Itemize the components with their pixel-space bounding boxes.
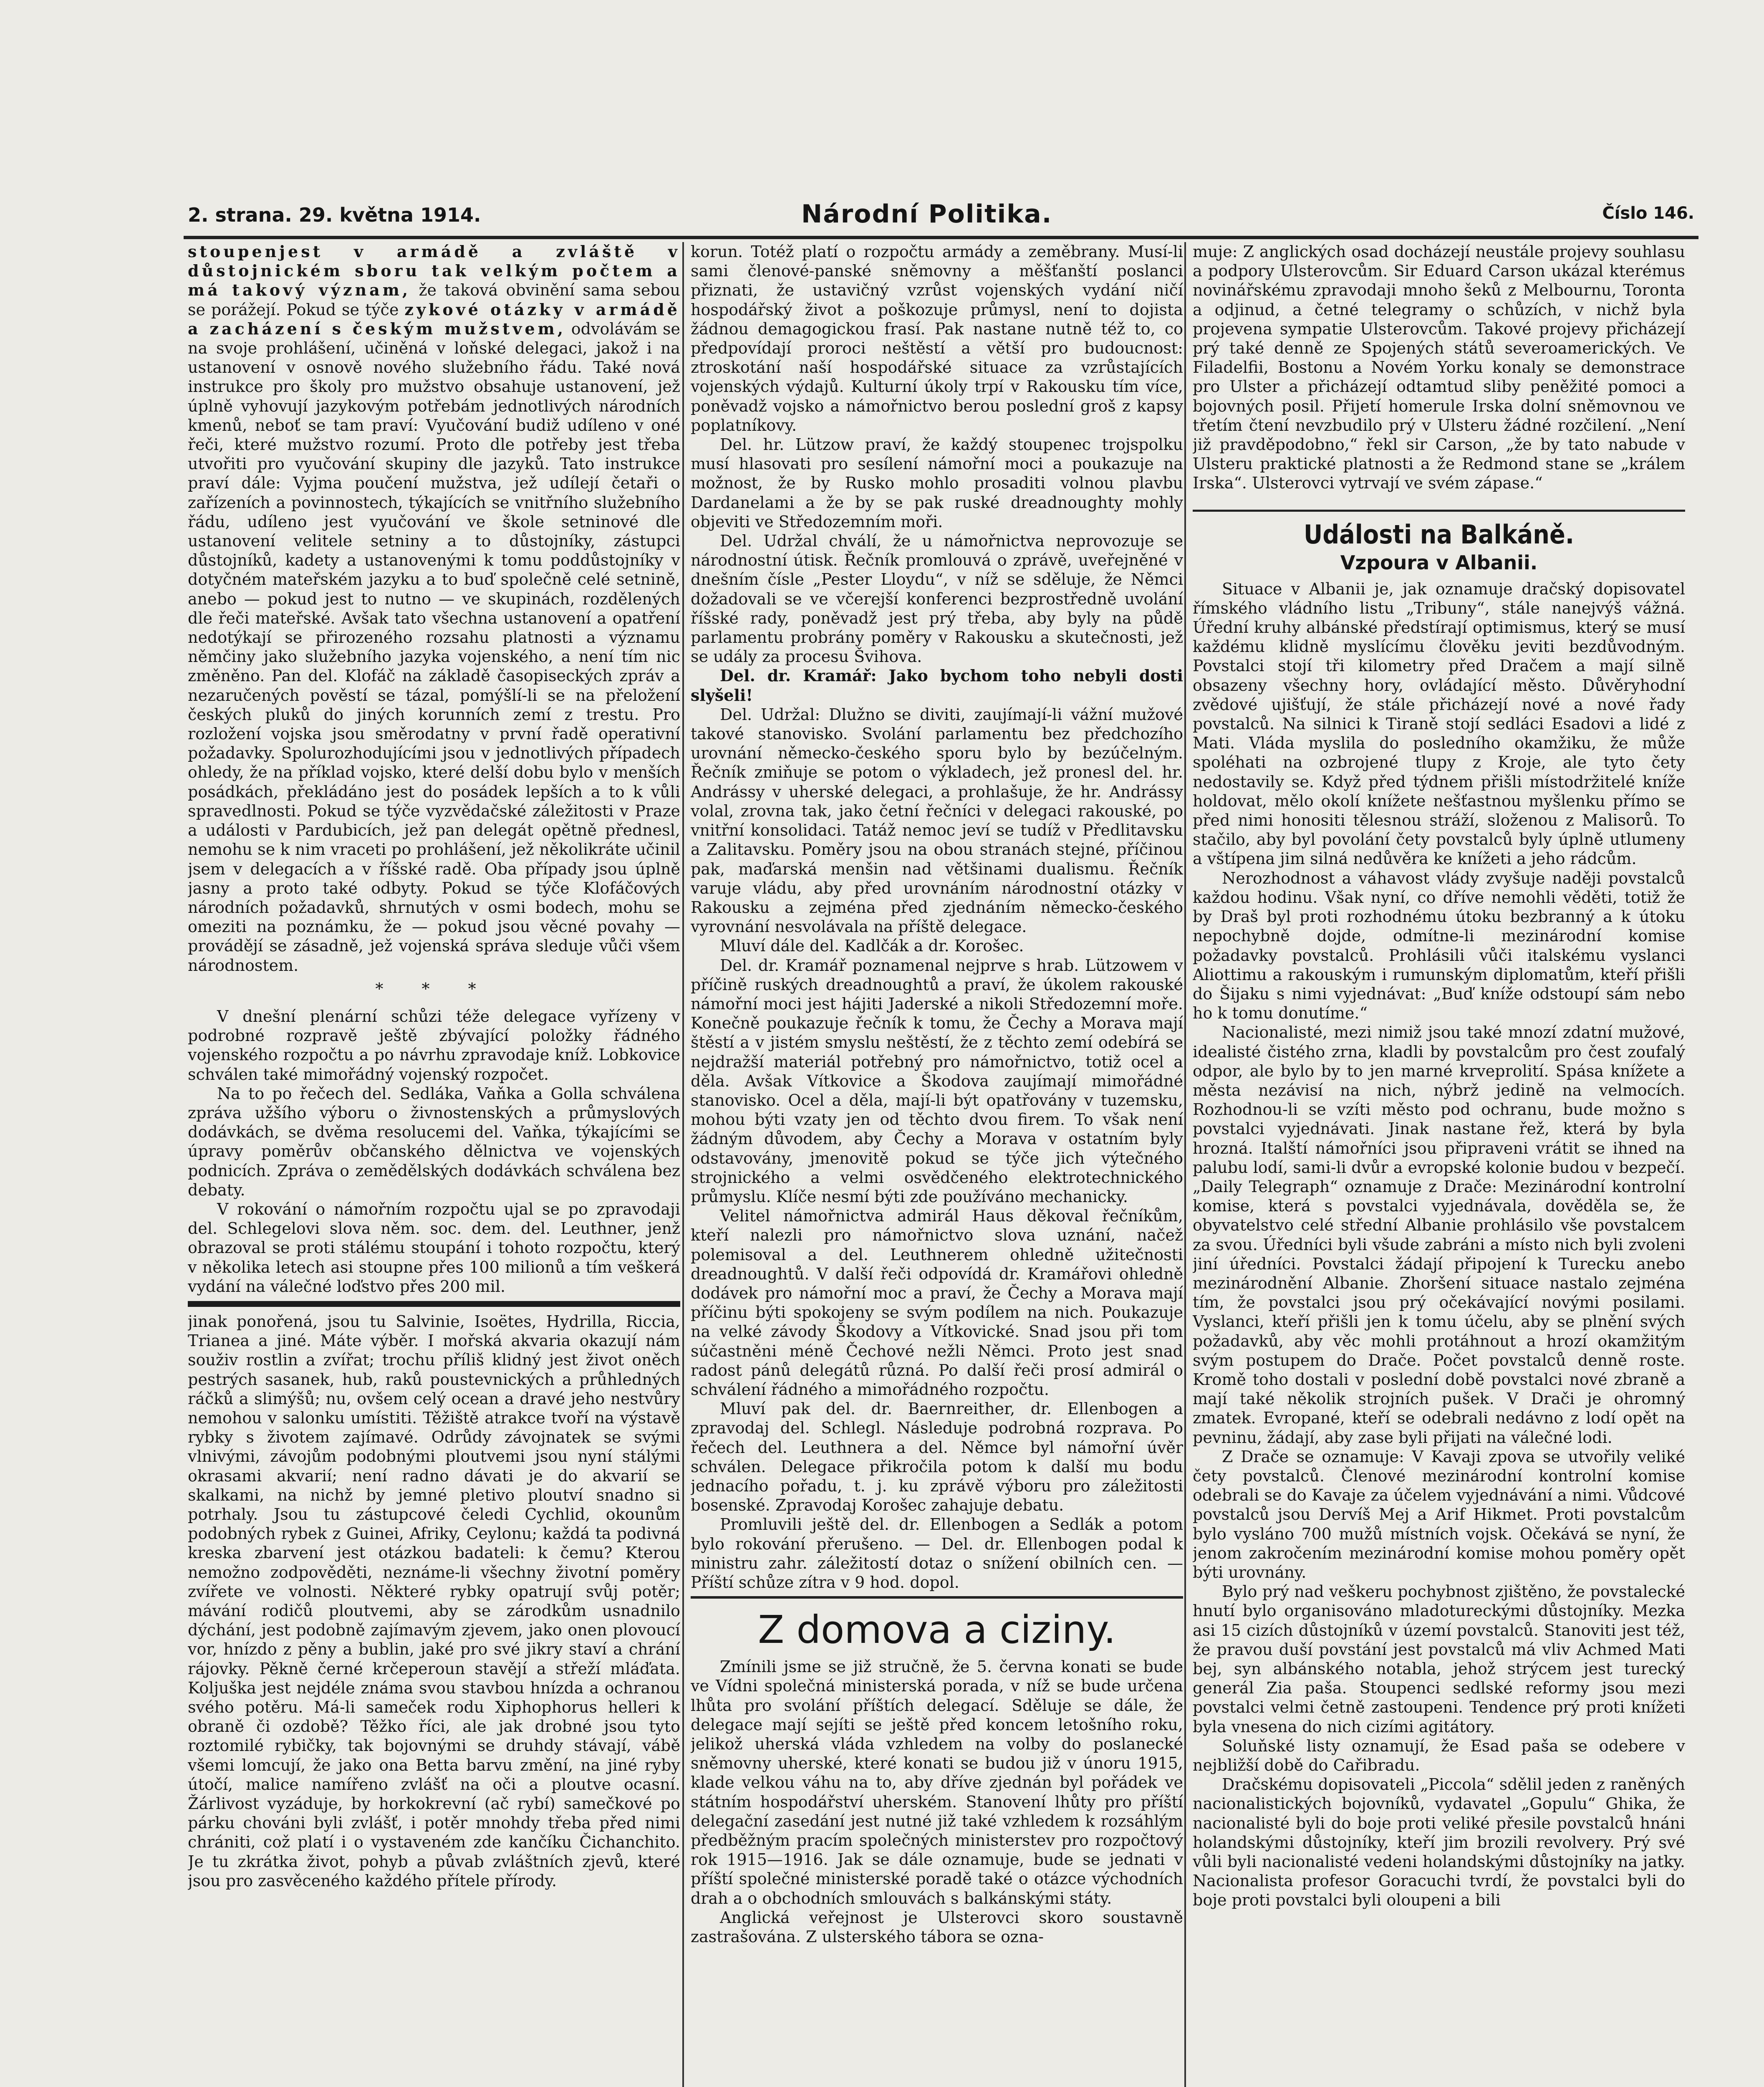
- article-paragraph: Del. hr. Lützow praví, že každý stoupenec trojspolku musí hlasovati pro sesílení námořní moci a poukazuje na možnost, že by Rusko mohlo prosaditi volnou plavbu Dardanelami a že by se pak ruské dreadnoughty mohly objeviti ve Středozemním moři.: [691, 435, 1183, 531]
- article-paragraph: Situace v Albanii je, jak oznamuje dračský dopisovatel římského vládního listu „Tribuny“, stále nanejvýš vážná. Úřední kruhy albánské předstírají optimismus, který se musí každému klidně myslícímu člověku jeviti bezdůvodným. Povstalci stojí tři kilometry před Dračem a mají silně obsazeny všechny hory, ovládající město. Důvěryhodní zvědové ujišťují, že stále přicházejí nové a nové řady povstalců. Na silnici k Tiraně stojí sedláci Esadovi a lidé z Mati. Vláda myslila do posledního okamžiku, že může spoléhati na ozbrojené tlupy z Kroje, ale tyto čety nedostavily se. Když před týdnem přišli místodržitelé kníže holdovat, mělo okolí knížete nešťastnou myšlenku přímo se před nimi honositi tělesnou stráží, složenou z Malisorů. To stačilo, aby byl povolání čety povstalců byly úplně utlumeny a vštípena jim silná nedůvěra ke knížeti a jeho rádcům.: [1193, 579, 1685, 868]
- article-paragraph: V rokování o námořním rozpočtu ujal se po zpravodaji del. Schlegelovi slova něm. soc. dem. del. Leuthner, jenž obrazoval se proti stálému stoupání i tohoto rozpočtu, který v několika letech asi stoupne přes 100 milionů a tím veškerá vydání na válečné loďstvo přes 200 mil.: [188, 1200, 680, 1296]
- article-paragraph: Z Drače se oznamuje: V Kavaji zpova se utvořily veliké čety povstalců. Členové mezinárodní kontrolní komise odebrali se do Kavaje za účelem vyjednávání a nimi. Vůdcové povstalců jsou Dervíš Mej a Arif Hikmet. Proti povstalcům bylo vysláno 700 mužů místních vojsk. Očekává se nyní, že jenom zakročením mezinárodní komise mohou poměry opět býti urovnány.: [1193, 1447, 1685, 1582]
- article-paragraph: Del. Udržal chválí, že u námořnictva neprovozuje se národnostní útisk. Řečník promlouvá o zprávě, uveřejněné v dnešním čísle „Pester Lloydu“, v níž se sděluje, že Němci dožadovali se ve včerejší konferenci bezprostředně uvolání říšské rady, poněvadž jest prý třeba, aby byly na půdě parlamentu probrány poměry v Rakousku a skutečnosti, jež se udály za procesu Švihova.: [691, 532, 1183, 666]
- article-paragraph: Dračskému dopisovateli „Piccola“ sdělil jeden z raněných nacionalistických bojovníků, vydavatel „Gopulu“ Ghika, že nacionalisté byli do boje proti veliké přesile povstalců hnáni holandskými důstojníky, kteří jim brozili revolvery. Prý své vůli byli nacionalisté vedeni holandskými důstojníky na jatky. Nacionalista profesor Goracuchi tvrdí, že povstalci byli do boje proti povstalci byli oloupeni a bili: [1193, 1775, 1685, 1910]
- page-header: [188, 196, 1694, 238]
- article-paragraph: Zmínili jsme se již stručně, že 5. června konati se bude ve Vídni společná ministerská porada, v níž se bude určena lhůta pro svolání příštích delegací. Sděluje se dále, že delegace mají sejíti se ještě před koncem letošního roku, jelikož uherská vláda vzhledem na volby do poslanecké sněmovny uherské, které konati se budou již v únoru 1915, klade velkou váhu na to, aby dříve zjednán byl pořádek ve státním hospodářství uherském. Stanovení lhůty pro příští delegační zasedání jest nutné již také vzhledem k rozsáhlým předběžným pracím společných ministerstev pro rozpočtový rok 1915—1916. Jak se dále oznamuje, bude se jednati v příští společné ministerské poradě také o otázce východních drah a o obchodních smlouvách s balkánskými státy.: [691, 1657, 1183, 1908]
- article-paragraph: Na to po řečech del. Sedláka, Vaňka a Golla schválena zpráva užšího výboru o živnostenských a průmyslových dodávkách, se dvěma resolucemi del. Vaňka, týkajícími se úpravy poměrův občanského dělnictva ve vojenských podnicích. Zpráva o zemědělských dodávkách schválena bez debaty.: [188, 1084, 680, 1199]
- feuilleton-paragraph: jinak ponořená, jsou tu Salvinie, Isoëtes, Hydrilla, Riccia, Trianea a jiné. Máte výběr. I mořská akvaria okazují nám souživ rostlin a zvířat; trochu příliš klidný jest život oněch pestrých sasanek, hub, raků poustevnických a průhledných ráčků a slimýšů; nu, ovšem celý ocean a dravé jeho nestvůry nemohou v salonku umístiti. Těžiště atrakce tvoří na výstavě rybky s životem zajímavé. Odrůdy závojnatek se svými vlnivými, závojům podobnými ploutvemi jsou nyní stálými okrasami akvarií; není radno dávati je do akvarií se skalkami, na nichž by jemné pletivo ploutví snadno si potrhaly. Jsou tu zástupcové čeledi Cychlid, okounům podobných rybek z Guinei, Afriky, Ceylonu; každá ta podivná kreska zbarvení jest otázkou badateli: k čemu? Kterou nemožno zodpověděti, neznáme-li všechny životní poměry zvířete ve volnosti. Některé rybky opatrují svůj potěr; mávání rodičů ploutvemi, aby se zárodkům usnadnilo dýchání, jest podobně zajímavým zjevem, jako onen plovoucí vor, hnízdo z pěny a bublin, jaké pro své jikry staví a chrání rájovky. Pěkně černé krčeperoun stavějí a střeží mláďata. Koljuška jest nejdéle známa svou stavbou hnízda a ochranou svého potěru. Má-li sameček rodu Xiphophorus helleri k obraně či ozdobě? Těžko říci, ale jak drobné jsou tyto roztomilé rybičky, tak bojovnými se druhdy stávají, vábě všemi lomcují, že jako ona Betta barvu změní, na jiné ryby útočí, malice namířeno zvlášť na oči a ploutve ocasní. Žárlivost vyzáduje, by horkokrevní (ač rybí) samečkové po párku chováni byli zvlášť, i potěr mnohdy třeba před nimi chrániti, což platí i o vystaveném zde kančíku Čichanchito. Je tu zkrátka život, pohyb a půvab zvláštních zjevů, které jsou pro zasvěceného každého přítele přírody.: [188, 1312, 680, 1890]
- feuilleton-rule: [188, 1301, 680, 1307]
- article-paragraph: stoupenjest v armádě a zvláště v důstojnickém sboru tak velkým počtem a má takový význam, že taková obvinění sama sebou se porážejí. Pokud se týče zykové otázky v armádě a zacházení s českým mužstvem, odvolávám se na svoje prohlášení, učiněná v loňské delegaci, jakož i na ustanovení v osnově nového služebního řádu. Také nová instrukce pro školy pro mužstvo obsahuje ustanovení, jež úplně vyhovují jazykovým potřebám jednotlivých národních kmenů, neboť se tam praví: Vyučování budiž udíleno v oné řeči, které mužstvo rozumí. Proto dle potřeby jest třeba utvořiti pro vyučování skupiny dle jazyků. Tato instrukce praví dále: Vyjma poučení mužstva, jež udílejí četaři o zařízeních a povinnostech, týkajících se vnitřního služebního řádu, udíleno jest vyučování ve škole setninové dle ustanovení velitele setniny a to důstojníky, zástupci důstojníků, kadety a ustanovenými k tomu poddůstojníky v dotyčném mateřském jazyku a to buď společně celé setnině, anebo — pokud jest to nutno — ve skupinách, rozdělených dle řeči mateřské. Avšak tato všechna ustanovení a opatření nedotýkají se přirozeného rozsahu platnosti a významu němčiny jako služebního jazyka vojenského, a není tím nic změněno. Pan del. Klofáč na základě časopiseckých zpráv a nezaručených pověstí se tázal, pomýšlí-li se na přeložení českých pluků do jiných korunních zemí z trestu. Pro rozložení vojska jsou směrodatny v první řadě operativní požadavky. Spolurozhodujícími jsou v jednotlivých případech ohledy, že na příklad vojsko, které delší dobu bylo v menších posádkách, překládáno jest do posádek lepších a to k vůli spravedlnosti. Pokud se týče vyzvědačské záležitosti v Praze a události v Pardubicích, jež pan delegát opětně přednesl, nemohu se k nim vraceti po prohlášení, jež několikráte učinil jsem v delegacích a v říšské radě. Oba případy jsou úplně jasny a proto také odbyty. Pokud se týče Klofáčových národních požadavků, shrnutých v osmi bodech, mohu se omeziti na poznámku, že — pokud jsou věcné povahy — provádějí se zásadně, jež vojenská správa sleduje vůči všem národnostem.: [188, 242, 680, 975]
- section-heading: Z domova a ciziny.: [691, 1596, 1183, 1653]
- article-paragraph: Anglická veřejnost je Ulsterovci skoro soustavně zastrašována. Z ulsterského tábora se ozna-: [691, 1908, 1183, 1946]
- article-paragraph: Nacionalisté, mezi nimiž jsou také mnozí zdatní mužové, idealisté čistého zrna, kladli by povstalcům pro čest zoufalý odpor, ale bylo by to jen marné krveprolití. Spása knížete a města nezávisí na nich, nýbrž jedině na velmocích. Rozhodnou-li se vzíti město pod ochranu, bude možno s povstalci vyjednávati. Jinak nastane řež, která by byla hrozná. Italští námořníci jsou připraveni vrátit se ihned na palubu lodí, sami-li dvůr a evropské kolonie budou v bezpečí. „Daily Telegraph“ oznamuje z Drače: Mezinárodní kontrolní komise, která s povstalci vyjednávala, dověděla se, že obyvatelstvo celé střední Albanie prohlásilo vše povstalcem za svou. Úředníci byli všude zabráni a místo nich byli zvoleni jiní úředníci. Povstalci žádají připojení k Turecku anebo mezinárodnění Albanie. Zhoršení situace nastalo zejména tím, že povstalci jsou prý očekávající novými posilami. Vyslanci, kteří přišli jen k tomu účelu, aby se plnění svých požadavků, aby věc mohli protáhnout a hrozí okamžitým svým postupem do Drače. Počet povstalců denně roste. Kromě toho dostali v poslední době povstalci nové zbraně a mají také několik strojních pušek. V Drači je ohromný zmatek. Evropané, kteří se odebrali nedávno z lodí opět na pevninu, žádají, aby zase byli přijati na válečné lodi.: [1193, 1023, 1685, 1447]
- article-paragraph: Del. dr. Kramář: Jako bychom toho nebyli dosti slyšeli!: [691, 666, 1183, 705]
- article-paragraph: Velitel námořnictva admirál Haus děkoval řečníkům, kteří nalezli pro námořnictvo slova uznání, načež polemisoval a del. Leuthnerem ohledně užitečnosti dreadnoughtů. V další řeči odpovídá dr. Kramářovi ohledně dodávek pro námořní moc a praví, že Čechy a Morava mají příčinu býti spokojeny se svým podílem na nich. Poukazuje na velké závody Škodovy a Vítkovické. Snad jsou při tom súčastněni méně Čechové nežli Němci. Proto jest snad radost pánů delegátů různá. Po další řeči prosí admirál o schválení řádného a mimořádného rozpočtu.: [691, 1207, 1183, 1399]
- page-number-date: 2. strana. 29. května 1914.: [188, 204, 481, 226]
- issue-number: Číslo 146.: [1602, 204, 1694, 223]
- column-3: [1193, 242, 1685, 2087]
- column-divider: [682, 242, 684, 2087]
- section-subheading: Vzpoura v Albanii.: [1340, 551, 1538, 574]
- article-paragraph: V dnešní plenární schůzi téže delegace vyřízeny v podrobné rozpravě ještě zbývající položky řádného vojenského rozpočtu a po návrhu zpravodaje kníž. Lobkovice schválen také mimořádný vojenský rozpočet.: [188, 1007, 680, 1084]
- article-paragraph: muje: Z anglických osad docházejí neustále projevy souhlasu a podpory Ulsterovcům. Sir Eduard Carson ukázal kterémus novinářskému zpravodaji mnoho šeků z Melbournu, Toronta a odjinud, a četné telegramy o schůzích, v nichž byla projevena sympatie Ulsterovcům. Takové projevy přicházejí prý také denně ze Spojených států severoamerických. Ve Filadelfii, Bostonu a Novém Yorku konaly se demonstrace pro Ulster a přicházejí odtamtud sliby peněžité pomoci a bojovných posil. Přijetí homerule Irska dolní sněmovnou ve třetím čtení nevzbudilo prý v Ulsteru žádné rozčilení. „Není již pravděpodobno,“ řekl sir Carson, „že by tato nabude v Ulsteru praktické platnosti a že Redmond stane se „králem Irska“. Ulsterovci vytrvají ve svém zápase.“: [1193, 243, 1685, 493]
- header-rule: [184, 236, 1698, 239]
- article-paragraph: Mluví pak del. dr. Baernreither, dr. Ellenbogen a zpravodaj del. Schlegl. Následuje podrobná rozprava. Po řečech del. Leuthnera a del. Němce byl námořní úvěr schválen. Delegace přikročila potom k další mu bodu jednacího pořadu, t. j. ku zprávě výboru pro záležitosti bosenské. Zpravodaj Korošec zahajuje debatu.: [691, 1400, 1183, 1515]
- column-2: [691, 242, 1183, 2087]
- article-paragraph: Del. dr. Kramář poznamenal nejprve s hrab. Lützowem v příčině ruských dreadnoughtů a praví, že úkolem rakouské námořní moci jest hájiti Jaderské a nikoli Středozemní moře. Konečně poukazuje řečník k tomu, že Čechy a Morava mají štěstí a v jistém smyslu neštěstí, že z těchto zemí odebírá se nejdražší materiál potřebný pro námořnictvo, totiž ocel a děla. Avšak Vítkovice a Škodova zaujímají mimořádné stanovisko. Ocel a děla, mají-li být opatřovány v tuzemsku, mohou býti vzaty jen od těchto dvou firem. To však není žádným důvodem, aby Čechy a Morava v ostatním byly odstavovány, jmenovitě pokud se týče jich výtečného strojnického a velmi osvědčeného elektrotechnického průmyslu. Klíče nesmí býti zde používáno mechanicky.: [691, 956, 1183, 1206]
- article-paragraph: Nerozhodnost a váhavost vlády zvyšuje naději povstalců každou hodinu. Však nyní, co dříve nemohli věděti, totiž že by Draš byl proti rozhodnému útoku bezbranný a k útoku nepochybně dojde, odmítne-li mezinárodní komise požadavky povstalců. Prohlásili vůči italskému vyslanci Aliottimu a rakouským i rumunským diplomatům, kteří přišli do Šijaku s nimi vyjednávat: „Buď kníže odstoupí sám nebo ho k tomu donutíme.“: [1193, 869, 1685, 1023]
- section-heading: Události na Balkáně.: [1193, 510, 1685, 550]
- masthead-title: Národní Politika.: [801, 200, 1052, 229]
- article-paragraph: Mluví dále del. Kadlčák a dr. Korošec.: [720, 937, 1024, 955]
- article-paragraph: Del. Udržal: Dlužno se diviti, zaujímají-li vážní mužové takové stanovisko. Svolání parlamentu bez předchozího urovnání německo-českého sporu bylo by bezúčelným. Řečník zmiňuje se potom o výkladech, jež pronesl del. hr. Andrássy v uherské delegaci, a prohlašuje, že hr. Andrássy volal, zrovna tak, jako četní řečníci v delegaci rakouské, po vnitřní konsolidaci. Tatáž nemoc jeví se tudíž v Předlitavsku a Zalitavsku. Poměry jsou na obou stranách stejné, příčinou pak, maďarská menšin nad většinami dualismu. Řečník varuje vládu, aby před urovnáním národnostní otázky v Rakousku a zejména před zjednáním německo-českého vyrovnání nesvolávala na příště delegace.: [691, 705, 1183, 936]
- article-paragraph: korun. Totéž platí o rozpočtu armády a zeměbrany. Musí-li sami členové-panské sněmovny a měšťanští poslanci přiznati, že ustavičný vzrůst vojenských vydání ničí hospodářský život a poškozuje průmysl, není to dojista žádnou demagogickou frasí. Pak nastane nutně též to, co předpovídají proroci neštěstí a větší pro budoucnost: ztroskotání naší hospodářské situace za vzrůstajících vojenských výdajů. Kulturní úkoly trpí v Rakousku tím více, poněvadž vojsko a námořnictvo berou poslední groš z kapsy poplatníkovy.: [691, 243, 1183, 435]
- article-paragraph: Bylo prý nad veškeru pochybnost zjištěno, že povstalecké hnutí bylo organisováno mladotureckými důstojníky. Mezka asi 15 cizích důstojníků v území povstalců. Stanoviti jest též, že pravou duší povstání jest povstalců má vliv Achmed Mati bej, syn albánského notabla, jehož strýcem jest turecký generál Zia paša. Stoupenci sedlské reformy jsou mezi povstalci velmi četně zastoupeni. Tendence prý proti knížeti byla vnesena do nich cizími agitátory.: [1193, 1582, 1685, 1736]
- column-divider: [1184, 242, 1186, 2087]
- article-paragraph: Promluvili ještě del. dr. Ellenbogen a Sedlák a potom bylo rokování přerušeno. — Del. dr. Ellenbogen podal k ministru zahr. záležitostí dotaz o snížení obilních cen. — Příští schůze zítra v 9 hod. dopol.: [691, 1515, 1183, 1592]
- section-separator: * * *: [375, 979, 493, 998]
- article-paragraph: Soluňské listy oznamují, že Esad paša se odebere v nejbližší době do Cařibradu.: [1193, 1736, 1685, 1775]
- column-1: [188, 242, 680, 2087]
